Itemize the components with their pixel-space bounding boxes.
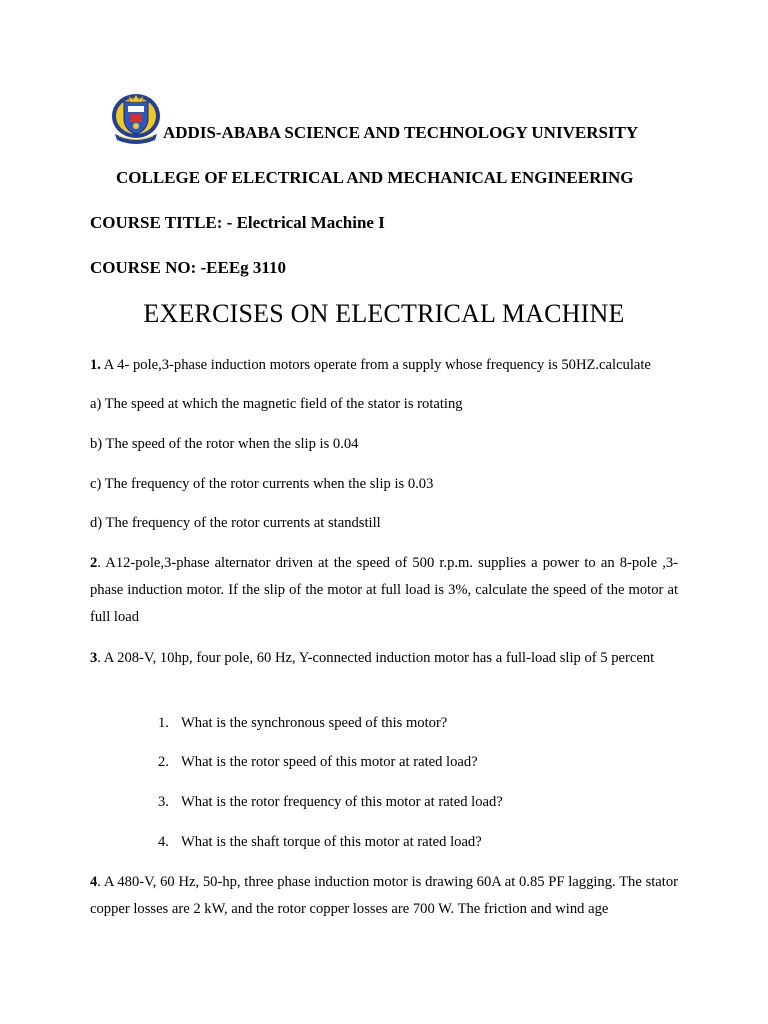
question-1-part-d: d) The frequency of the rotor currents at standstill bbox=[90, 515, 381, 531]
university-crest-icon bbox=[109, 92, 163, 144]
question-1 bbox=[90, 357, 651, 374]
question-number: 4 bbox=[90, 874, 98, 890]
item-text: What is the shaft torque of this motor at rated load? bbox=[181, 834, 482, 850]
question-3 bbox=[90, 645, 678, 672]
course-title bbox=[90, 213, 385, 233]
question-text: . A 480-V, 60 Hz, 50-hp, three phase induction motor is drawing 60A at 0.85 PF lagging. The stator copper losses are 2 kW, and the rotor copper losses are 700 W. The friction and wind age bbox=[90, 874, 678, 917]
item-index: 4. bbox=[158, 834, 169, 850]
question-text: . A12-pole,3-phase alternator driven at the speed of 500 r.p.m. supplies a power to an 8-pole ,3-phase induction motor. If the slip of the motor at full load is 3%, calculate the speed of the motor at full load bbox=[90, 555, 678, 625]
question-text: . A 208-V, 10hp, four pole, 60 Hz, Y-connected induction motor has a full-load slip of 5 percent bbox=[97, 650, 655, 666]
item-text: What is the rotor frequency of this motor at rated load? bbox=[181, 794, 503, 810]
page-title: EXERCISES ON ELECTRICAL MACHINE bbox=[143, 299, 625, 328]
question-1-part-a: a) The speed at which the magnetic field of the stator is rotating bbox=[90, 396, 463, 412]
course-title-value: Electrical Machine I bbox=[236, 213, 385, 232]
question-number: 3 bbox=[90, 650, 98, 666]
college-name: COLLEGE OF ELECTRICAL AND MECHANICAL ENGINEERING bbox=[116, 168, 634, 187]
question-1-part-c: c) The frequency of the rotor currents when the slip is 0.03 bbox=[90, 476, 434, 492]
course-title-label: COURSE TITLE: - bbox=[90, 213, 237, 232]
question-3-item bbox=[158, 834, 482, 851]
question-3-item bbox=[158, 794, 503, 811]
question-3-item bbox=[158, 754, 478, 771]
item-text: What is the rotor speed of this motor at rated load? bbox=[181, 754, 478, 770]
course-number: COURSE NO: -EEEg 3110 bbox=[90, 258, 286, 277]
question-3-item bbox=[158, 715, 447, 732]
university-name: ADDIS-ABABA SCIENCE AND TECHNOLOGY UNIVERSITY bbox=[163, 123, 639, 142]
question-1-part-b: b) The speed of the rotor when the slip is 0.04 bbox=[90, 436, 359, 452]
question-number: 2 bbox=[90, 555, 98, 571]
question-text: A 4- pole,3-phase induction motors operate from a supply whose frequency is 50HZ.calculate bbox=[100, 357, 651, 373]
item-index: 2. bbox=[158, 754, 169, 770]
item-index: 3. bbox=[158, 794, 169, 810]
question-number: 1. bbox=[90, 357, 101, 373]
question-2 bbox=[90, 550, 678, 631]
item-index: 1. bbox=[158, 715, 169, 731]
question-4 bbox=[90, 869, 678, 923]
item-text: What is the synchronous speed of this motor? bbox=[181, 715, 448, 731]
